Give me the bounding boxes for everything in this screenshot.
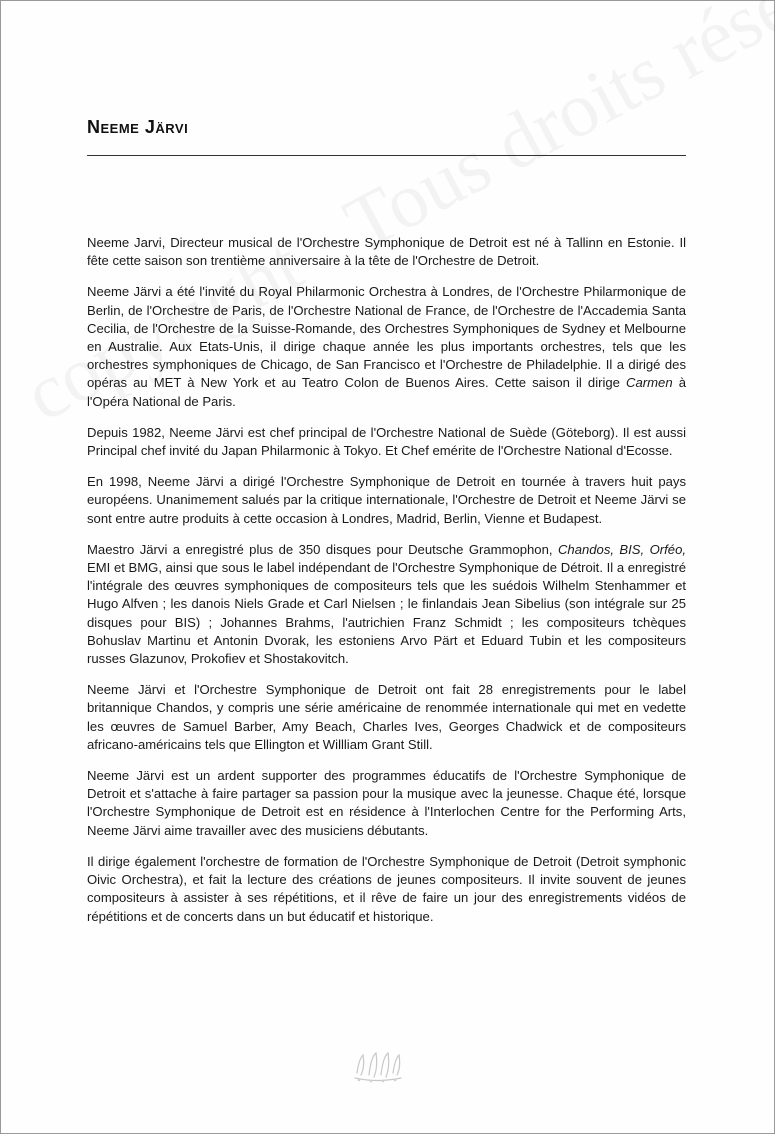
text-run: Neeme Järvi est un ardent supporter des programmes éducatifs de l'Orchestre Symphonique de Detroit et s'attache à faire partager sa passion pour la musique avec la jeunesse. Chaque été, lorsque l'Orchestre Symphonique de Detroit est en résidence à l'Interlochen Centre for the Performing Arts, Neeme Järvi aime travailler avec des musiciens débutants. <box>87 768 686 838</box>
text-run: Neeme Järvi a été l'invité du Royal Philarmonic Orchestra à Londres, de l'Orchestre Philarmonique de Berlin, de l'Orchestre de Paris, de l'Orchestre National de France, de l'Orchestre de l'Accademia Santa Cecilia, de l'Orchestre de la Suisse-Romande, des Orchestres Symphoniques de Sydney et Melbourne en Australie. Aux Etats-Unis, il dirige chaque année les plus importants orchestres, tels que les orchestres symphoniques de Chicago, de San Francisco et l'Orchestre de Philadelphie. Il a dirigé des opéras au MET à New York et au Teatro Colon de Buenos Aires. Cette saison il dirige <box>87 284 686 391</box>
ornament-icon <box>347 1045 407 1085</box>
paragraph <box>87 853 686 926</box>
paragraph <box>87 424 686 460</box>
paragraph <box>87 541 686 668</box>
paragraph <box>87 473 686 528</box>
text-run: Neeme Jarvi, Directeur musical de l'Orchestre Symphonique de Detroit est né à Tallinn en Estonie. Il fête cette saison son trentième anniversaire à la tête de l'Orchestre de Detroit. <box>87 235 686 269</box>
paragraph <box>87 283 686 410</box>
italic-text: Carmen <box>626 375 673 391</box>
italic-text: Chandos, BIS, Orféo, <box>557 541 686 557</box>
text-run: à l'Opéra National de Paris. <box>87 375 686 409</box>
page-title: Neeme Järvi <box>87 117 189 137</box>
text-run: Maestro Järvi a enregistré plus de 350 disques pour Deutsche Grammophon, <box>87 541 558 557</box>
text-run: Neeme Järvi et l'Orchestre Symphonique de Detroit ont fait 28 enregistrements pour le label britannique Chandos, y compris une série américaine de renommée internationale qui met en vedette les œuvres de Samuel Barber, Amy Beach, Charles Ives, Georges Chadwick et de compositeurs africano-américains tels que Ellington et Willliam Grant Still. <box>87 682 686 752</box>
paragraph <box>87 234 686 270</box>
text-run: Il dirige également l'orchestre de formation de l'Orchestre Symphonique de Detroit (Detroit symphonic Oivic Orchestra), et fait la lecture des créations de jeunes compositeurs. Il invite souvent de jeunes compositeurs à assister à ses répétitions, et il rêve de faire un jour des enregistrements vidéos de répétitions et de concerts dans un but éducatif et historique. <box>87 853 686 924</box>
text-run: Depuis 1982, Neeme Järvi est chef principal de l'Orchestre National de Suède (Göteborg). Il est aussi Principal chef invité du Japan Philarmonic à Tokyo. Et Chef emérite de l'Orchestre National d'Ecosse. <box>87 424 686 459</box>
title-divider <box>87 155 686 156</box>
text-run: EMI et BMG, ainsi que sous le label indépendant de l'Orchestre Symphonique de Détroit. Il a enregistré l'intégrale des œuvres symphoniques de compositeurs tels que les suédois Wilhelm Stenhammer et Hugo Alfven ; les danois Niels Grade et Carl Nielsen ; le finlandais Jean Sibelius (son intégrale sur 25 disques pour BIS) ; Johannes Brahms, l'autrichien Franz Schmidt ; les compositeurs tchèques Bohuslav Martinu et Antonin Dvorak, les estoniens Arvo Pärt et Eduard Tubin et les compositeurs russes Glazunov, Prokofiev et Shostakovitch. <box>87 560 686 667</box>
paragraph <box>87 767 686 840</box>
text-run: En 1998, Neeme Järvi a dirigé l'Orchestre Symphonique de Detroit en tournée à travers huit pays européens. Unanimement salués par la critique internationale, l'Orchestre de Detroit et Neeme Järvi se sont entre autre produits à cette occasion à Londres, Madrid, Berlin, Vienne et Budapest. <box>87 474 686 526</box>
paragraph <box>87 681 686 754</box>
biography-text <box>87 234 686 926</box>
